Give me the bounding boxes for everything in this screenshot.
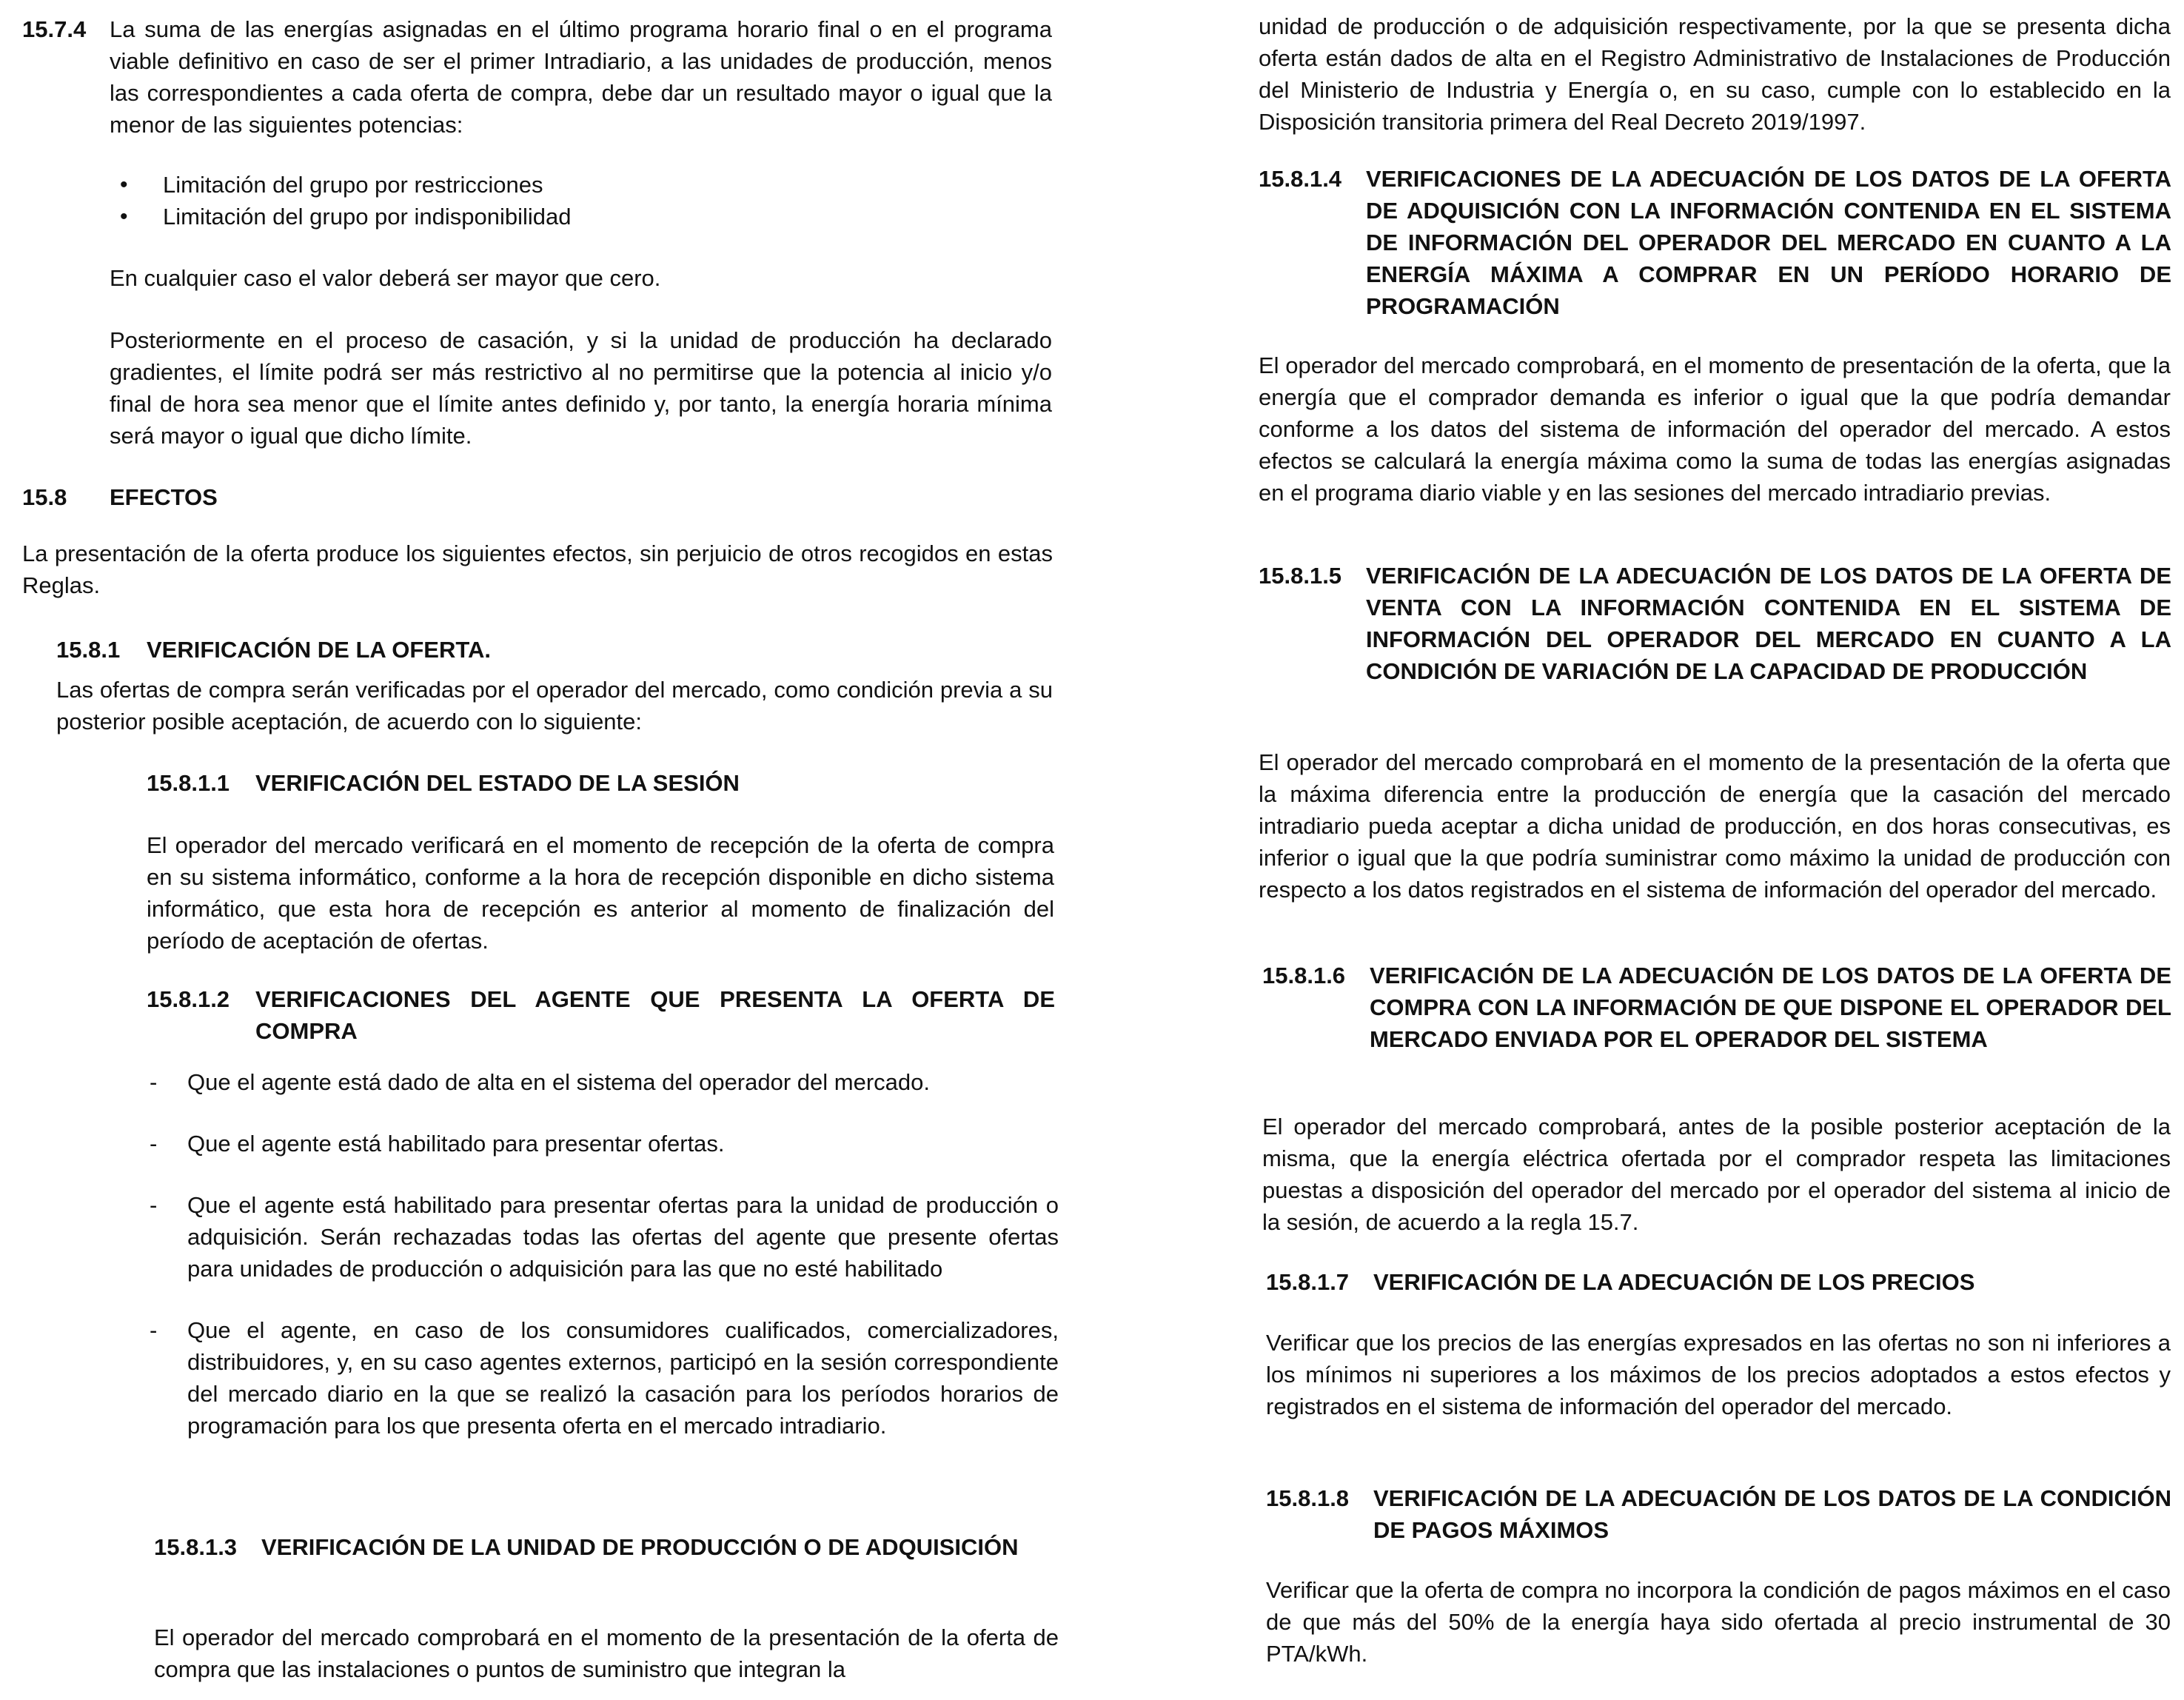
list-item: - Que el agente está dado de alta en el sistema del operador del mercado. xyxy=(147,1066,1059,1098)
section-number-15-7-4: 15.7.4 xyxy=(22,16,87,42)
section-title-15-8-1-7: VERIFICACIÓN DE LA ADECUACIÓN DE LOS PRECIOS xyxy=(1373,1269,1975,1295)
bullet-item: • Limitación del grupo por indisponibilidad xyxy=(111,201,1051,232)
paragraph: El operador del mercado verificará en el momento de recepción de la oferta de compra en su sistema informático, conforme a la hora de recepción disponible en dicho sistema informático, que esta hora de recepción es anterior al momento de finalización del período de aceptación de ofertas. xyxy=(147,832,1054,954)
paragraph: Posteriormente en el proceso de casación, y si la unidad de producción ha declarado gradientes, el límite podrá ser más restrictivo al no permitirse que la potencia al inicio y/o final de hora sea menor que el límite antes definido y, por tanto, la energía horaria mínima será mayor o igual que dicho límite. xyxy=(110,327,1052,449)
section-title-15-8-1-3: VERIFICACIÓN DE LA UNIDAD DE PRODUCCIÓN O DE ADQUISICIÓN xyxy=(261,1534,1019,1560)
section-title-15-8-1-5: VERIFICACIÓN DE LA ADECUACIÓN DE LOS DATOS DE LA OFERTA DE VENTA CON LA INFORMACIÓN CONTENIDA EN EL SISTEMA DE INFORMACIÓN DEL OPERADOR DEL MERCADO EN CUANTO A LA CONDICIÓN DE VARIACIÓN DE LA CAPACIDAD DE PRODUCCIÓN xyxy=(1366,563,2171,684)
paragraph: En cualquier caso el valor deberá ser mayor que cero. xyxy=(110,265,661,291)
section-number-15-8-1-8: 15.8.1.8 xyxy=(1266,1485,1350,1511)
section-number-15-8-1-3: 15.8.1.3 xyxy=(154,1534,238,1560)
section-title-15-8-1-2: VERIFICACIONES DEL AGENTE QUE PRESENTA LA OFERTA DE COMPRA xyxy=(255,986,1055,1044)
right-column xyxy=(1251,0,2177,1700)
section-title-15-8-1-1: VERIFICACIÓN DEL ESTADO DE LA SESIÓN xyxy=(255,770,740,796)
paragraph: La presentación de la oferta produce los siguientes efectos, sin perjuicio de otros recogidos en estas Reglas. xyxy=(22,541,1053,598)
section-number-15-8: 15.8 xyxy=(22,484,67,510)
section-15-7-4-text: La suma de las energías asignadas en el último programa horario final o en el programa viable definitivo en caso de ser el primer Intradiario, a las unidades de producción, menos las correspondientes a cada oferta de compra, debe dar un resultado mayor o igual que la menor de las siguientes potencias: xyxy=(110,16,1052,138)
section-number-15-8-1-5: 15.8.1.5 xyxy=(1259,563,1342,589)
paragraph: El operador del mercado comprobará en el momento de la presentación de la oferta de compra que las instalaciones o puntos de suministro que integran la xyxy=(154,1624,1059,1682)
paragraph: El operador del mercado comprobará, en el momento de presentación de la oferta, que la energía que el comprador demanda es inferior o igual que la que podría demandar conforme a los datos del sistema de información del operador del mercado. A estos efectos se calculará la energía máxima como la suma de todas las energías asignadas en el programa diario viable y en las sesiones del mercado intradiario previas. xyxy=(1259,352,2171,506)
left-column xyxy=(0,0,1081,1700)
section-title-15-8: EFECTOS xyxy=(110,484,218,510)
section-number-15-8-1-7: 15.8.1.7 xyxy=(1266,1269,1350,1295)
section-number-15-8-1-2: 15.8.1.2 xyxy=(147,986,230,1012)
paragraph: Verificar que la oferta de compra no incorpora la condición de pagos máximos en el caso de que más del 50% de la energía haya sido ofertada al precio instrumental de 30 PTA/kWh. xyxy=(1266,1577,2171,1667)
list-item: - Que el agente, en caso de los consumidores cualificados, comercializadores, distribuidores, y, en su caso agentes externos, participó en la sesión correspondiente del mercado diario en la que se realizó la casación para los períodos horarios de programación para los que presenta oferta en el mercado intradiario. xyxy=(147,1314,1059,1442)
section-title-15-8-1-4: VERIFICACIONES DE LA ADECUACIÓN DE LOS DATOS DE LA OFERTA DE ADQUISICIÓN CON LA INFORMACIÓN CONTENIDA EN EL SISTEMA DE INFORMACIÓN DEL OPERADOR DEL MERCADO EN CUANTO A LA ENERGÍA MÁXIMA A COMPRAR EN UN PERÍODO HORARIO DE PROGRAMACIÓN xyxy=(1366,166,2171,319)
section-title-15-8-1-8: VERIFICACIÓN DE LA ADECUACIÓN DE LOS DATOS DE LA CONDICIÓN DE PAGOS MÁXIMOS xyxy=(1373,1485,2171,1543)
section-number-15-8-1-6: 15.8.1.6 xyxy=(1262,963,1346,988)
list-item: - Que el agente está habilitado para presentar ofertas para la unidad de producción o adquisición. Serán rechazadas todas las ofertas del agente que presente ofertas para unidades de producción o adquisición para las que no esté habilitado xyxy=(147,1189,1059,1285)
section-number-15-8-1-1: 15.8.1.1 xyxy=(147,770,230,796)
section-number-15-8-1: 15.8.1 xyxy=(56,637,121,663)
paragraph: El operador del mercado comprobará en el momento de la presentación de la oferta que la máxima diferencia entre la producción de energía que la casación del mercado intradiario pueda aceptar a dicha unidad de producción, en dos horas consecutivas, es inferior o igual que la que podría suministrar como máximo la unidad de producción con respecto a los datos registrados en el sistema de información del operador del mercado. xyxy=(1259,749,2171,903)
paragraph: unidad de producción o de adquisición respectivamente, por la que se presenta dicha oferta están dados de alta en el Registro Administrativo de Instalaciones de Producción del Ministerio de Industria y Energía o, en su caso, cumple con lo establecido en la Disposición transitoria primera del Real Decreto 2019/1997. xyxy=(1259,13,2171,135)
paragraph: Las ofertas de compra serán verificadas por el operador del mercado, como condición previa a su posterior posible aceptación, de acuerdo con lo siguiente: xyxy=(56,677,1053,734)
dash-list xyxy=(147,1066,1059,1442)
bullet-item: • Limitación del grupo por restricciones xyxy=(111,169,1051,201)
section-title-15-8-1-6: VERIFICACIÓN DE LA ADECUACIÓN DE LOS DATOS DE LA OFERTA DE COMPRA CON LA INFORMACIÓN DE QUE DISPONE EL OPERADOR DEL MERCADO ENVIADA POR EL OPERADOR DEL SISTEMA xyxy=(1370,963,2171,1052)
section-number-15-8-1-4: 15.8.1.4 xyxy=(1259,166,1342,192)
paragraph: El operador del mercado comprobará, antes de la posible posterior aceptación de la misma, que la energía eléctrica ofertada por el comprador respeta las limitaciones puestas a disposición del operador del mercado por el operador del sistema al inicio de la sesión, de acuerdo a la regla 15.7. xyxy=(1262,1114,2171,1235)
paragraph: Verificar que los precios de las energías expresados en las ofertas no son ni inferiores a los mínimos ni superiores a los máximos de los precios adoptados a estos efectos y registrados en el sistema de información del operador del mercado. xyxy=(1266,1330,2171,1419)
bullet-list xyxy=(111,169,1051,232)
list-item: - Que el agente está habilitado para presentar ofertas. xyxy=(147,1128,1059,1159)
section-title-15-8-1: VERIFICACIÓN DE LA OFERTA. xyxy=(147,637,491,663)
